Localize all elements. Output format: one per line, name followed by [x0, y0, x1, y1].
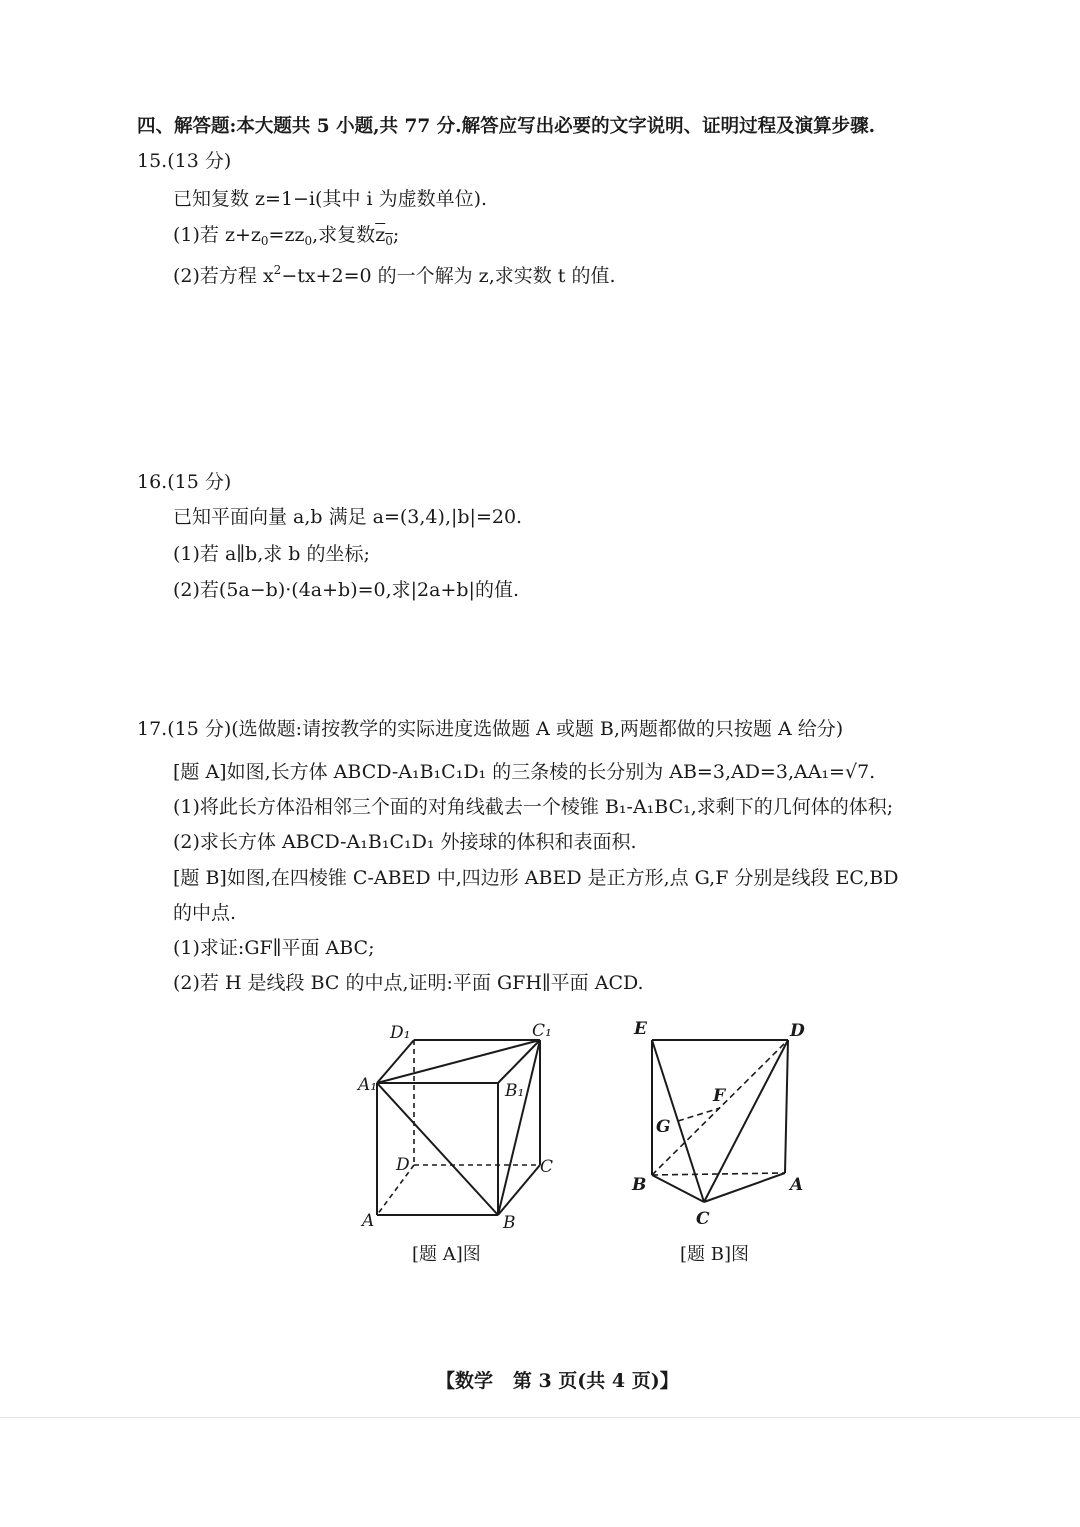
- q15-stem: 已知复数 z=1−i(其中 i 为虚数单位).: [173, 188, 488, 210]
- q17-b-stem-line1: [题 B]如图,在四棱锥 C-ABED 中,四边形 ABED 是正方形,点 G,F 分别是线段 EC,BD: [173, 867, 899, 889]
- conjugate-z0: [375, 224, 393, 246]
- label-d1: D₁: [390, 1023, 411, 1043]
- q17-b-part1: (1)求证:GF∥平面 ABC;: [173, 937, 375, 959]
- conjugate-z: z: [375, 224, 386, 246]
- label-d: D: [790, 1021, 805, 1041]
- edge-a1d1: [377, 1040, 414, 1083]
- q15-part2: [173, 258, 615, 288]
- label-a1: A₁: [358, 1075, 378, 1095]
- hidden-segment-gf: [678, 1108, 720, 1121]
- subscript-zero: 0: [304, 234, 313, 248]
- q16-part2: (2)若(5a−b)·(4a+b)=0,求|2a+b|的值.: [173, 579, 519, 601]
- q15-part1: [173, 223, 399, 253]
- q16-header: 16.(15 分): [137, 471, 232, 493]
- edge-dc: [704, 1040, 788, 1202]
- label-a: A: [790, 1175, 804, 1195]
- figure-a-caption: [题 A]图: [412, 1244, 481, 1265]
- q17-header: 17.(15 分)(选做题:请按教学的实际进度选做题 A 或题 B,两题都做的只按题 A 给分): [137, 718, 844, 740]
- q17-a-part1: (1)将此长方体沿相邻三个面的对角线截去一个棱锥 B₁-A₁BC₁,求剩下的几何体的体积;: [173, 796, 894, 818]
- figure-b-pyramid: [620, 1010, 820, 1240]
- page-footer: 【数学 第 3 页(共 4 页)】: [436, 1370, 679, 1392]
- label-b: B: [503, 1213, 516, 1233]
- q17-a-stem: [题 A]如图,长方体 ABCD-A₁B₁C₁D₁ 的三条棱的长分别为 AB=3,AD=3,AA₁=√7.: [173, 761, 876, 783]
- label-d: D: [396, 1155, 410, 1175]
- label-e: E: [634, 1019, 647, 1039]
- diagonal-a1c1: [377, 1040, 540, 1083]
- q15-header: 15.(13 分): [137, 150, 232, 172]
- q15-part2-b: −tx+2=0 的一个解为 z,求实数 t 的值.: [281, 265, 616, 287]
- superscript-two: 2: [273, 263, 282, 277]
- q15-part1-b: =zz: [268, 224, 305, 246]
- label-b1: B₁: [505, 1081, 525, 1101]
- q15-part1-a: (1)若 z+z: [173, 224, 261, 246]
- hidden-diagonal-bd: [652, 1040, 788, 1175]
- q15-part1-d: ;: [392, 224, 400, 246]
- figure-a-box: [340, 1010, 580, 1240]
- section-title: 四、解答题:本大题共 5 小题,共 77 分.解答应写出必要的文字说明、证明过程及演算步骤.: [137, 116, 876, 137]
- label-c: C: [696, 1209, 710, 1229]
- q16-stem: 已知平面向量 a,b 满足 a=(3,4),|b|=20.: [173, 506, 523, 528]
- label-g: G: [656, 1117, 671, 1137]
- label-c1: C₁: [532, 1021, 552, 1041]
- q17-b-part2: (2)若 H 是线段 BC 的中点,证明:平面 GFH∥平面 ACD.: [173, 972, 644, 994]
- subscript-zero: 0: [260, 234, 269, 248]
- label-f: F: [713, 1086, 726, 1106]
- q17-b-stem-line2: 的中点.: [173, 902, 237, 924]
- label-a: A: [362, 1211, 375, 1231]
- footer-divider: [0, 1417, 1080, 1418]
- edge-da: [785, 1040, 788, 1173]
- label-c: C: [540, 1157, 554, 1177]
- diagonal-a1b: [377, 1083, 498, 1215]
- figure-b-caption: [题 B]图: [680, 1244, 749, 1265]
- q15-part1-c: ,求复数: [312, 224, 376, 246]
- q17-a-part2: (2)求长方体 ABCD-A₁B₁C₁D₁ 外接球的体积和表面积.: [173, 831, 637, 853]
- q16-part1: (1)若 a∥b,求 b 的坐标;: [173, 543, 370, 565]
- label-b: B: [632, 1175, 647, 1195]
- q15-part2-a: (2)若方程 x: [173, 265, 274, 287]
- subscript-zero: 0: [385, 234, 393, 248]
